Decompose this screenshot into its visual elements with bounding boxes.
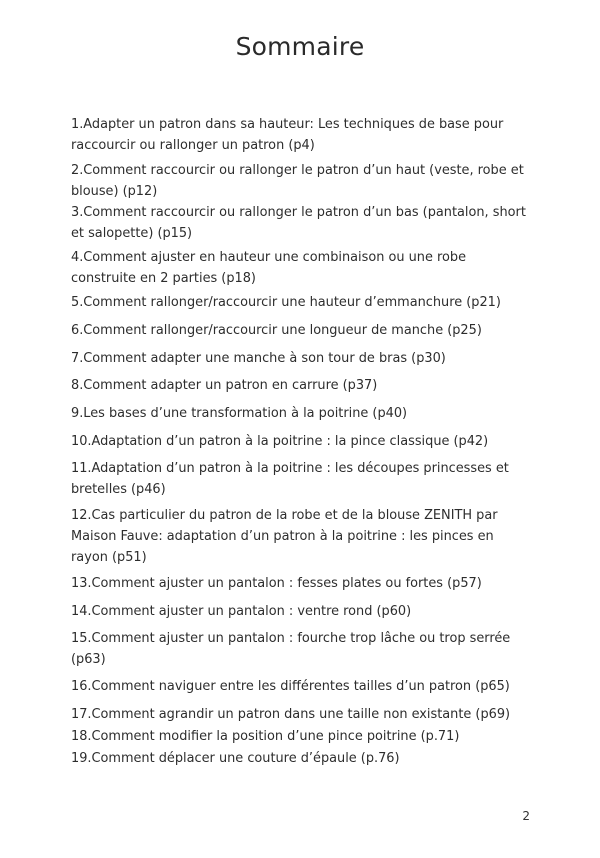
toc-entry-3[interactable]: 3.Comment raccourcir ou rallonger le patron d’un bas (pantalon, short et salopette) (p15)	[71, 205, 526, 241]
toc-entry-14[interactable]: 14.Comment ajuster un pantalon : ventre rond (p60)	[71, 604, 412, 619]
toc-entry-18[interactable]: 18.Comment modifier la position d’une pince poitrine (p.71)	[71, 729, 460, 744]
toc-entry-15[interactable]: 15.Comment ajuster un pantalon : fourche trop lâche ou trop serrée (p63)	[71, 631, 511, 667]
toc-entry-19[interactable]: 19.Comment déplacer une couture d’épaule (p.76)	[71, 751, 400, 766]
toc-entry-10[interactable]: 10.Adaptation d’un patron à la poitrine : la pince classique (p42)	[71, 434, 489, 449]
toc-entry-6[interactable]: 6.Comment rallonger/raccourcir une longueur de manche (p25)	[71, 323, 482, 338]
toc-entry-4[interactable]: 4.Comment ajuster en hauteur une combinaison ou une robe construite en 2 parties (p18)	[71, 250, 467, 286]
page-number: 2	[522, 809, 530, 823]
toc-entry-2[interactable]: 2.Comment raccourcir ou rallonger le patron d’un haut (veste, robe et blouse) (p12)	[71, 163, 524, 199]
toc-entry-13[interactable]: 13.Comment ajuster un pantalon : fesses plates ou fortes (p57)	[71, 576, 482, 591]
toc-entry-1[interactable]: 1.Adapter un patron dans sa hauteur: Les techniques de base pour raccourcir ou rallonger un patron (p4)	[71, 117, 504, 153]
toc-entry-5[interactable]: 5.Comment rallonger/raccourcir une hauteur d’emmanchure (p21)	[71, 295, 501, 310]
toc-entry-17[interactable]: 17.Comment agrandir un patron dans une taille non existante (p69)	[71, 707, 511, 722]
toc-entry-11[interactable]: 11.Adaptation d’un patron à la poitrine : les découpes princesses et bretelles (p46)	[71, 461, 509, 497]
toc-entry-12[interactable]: 12.Cas particulier du patron de la robe et de la blouse ZENITH par Maison Fauve: adaptation d’un patron à la poitrine : les pinces en rayon (p51)	[71, 508, 498, 565]
toc-entry-8[interactable]: 8.Comment adapter un patron en carrure (p37)	[71, 378, 378, 393]
toc-entry-16[interactable]: 16.Comment naviguer entre les différentes tailles d’un patron (p65)	[71, 679, 510, 694]
page-title: Sommaire	[235, 32, 365, 61]
toc-entry-7[interactable]: 7.Comment adapter une manche à son tour de bras (p30)	[71, 351, 446, 366]
toc-entry-9[interactable]: 9.Les bases d’une transformation à la poitrine (p40)	[71, 406, 408, 421]
